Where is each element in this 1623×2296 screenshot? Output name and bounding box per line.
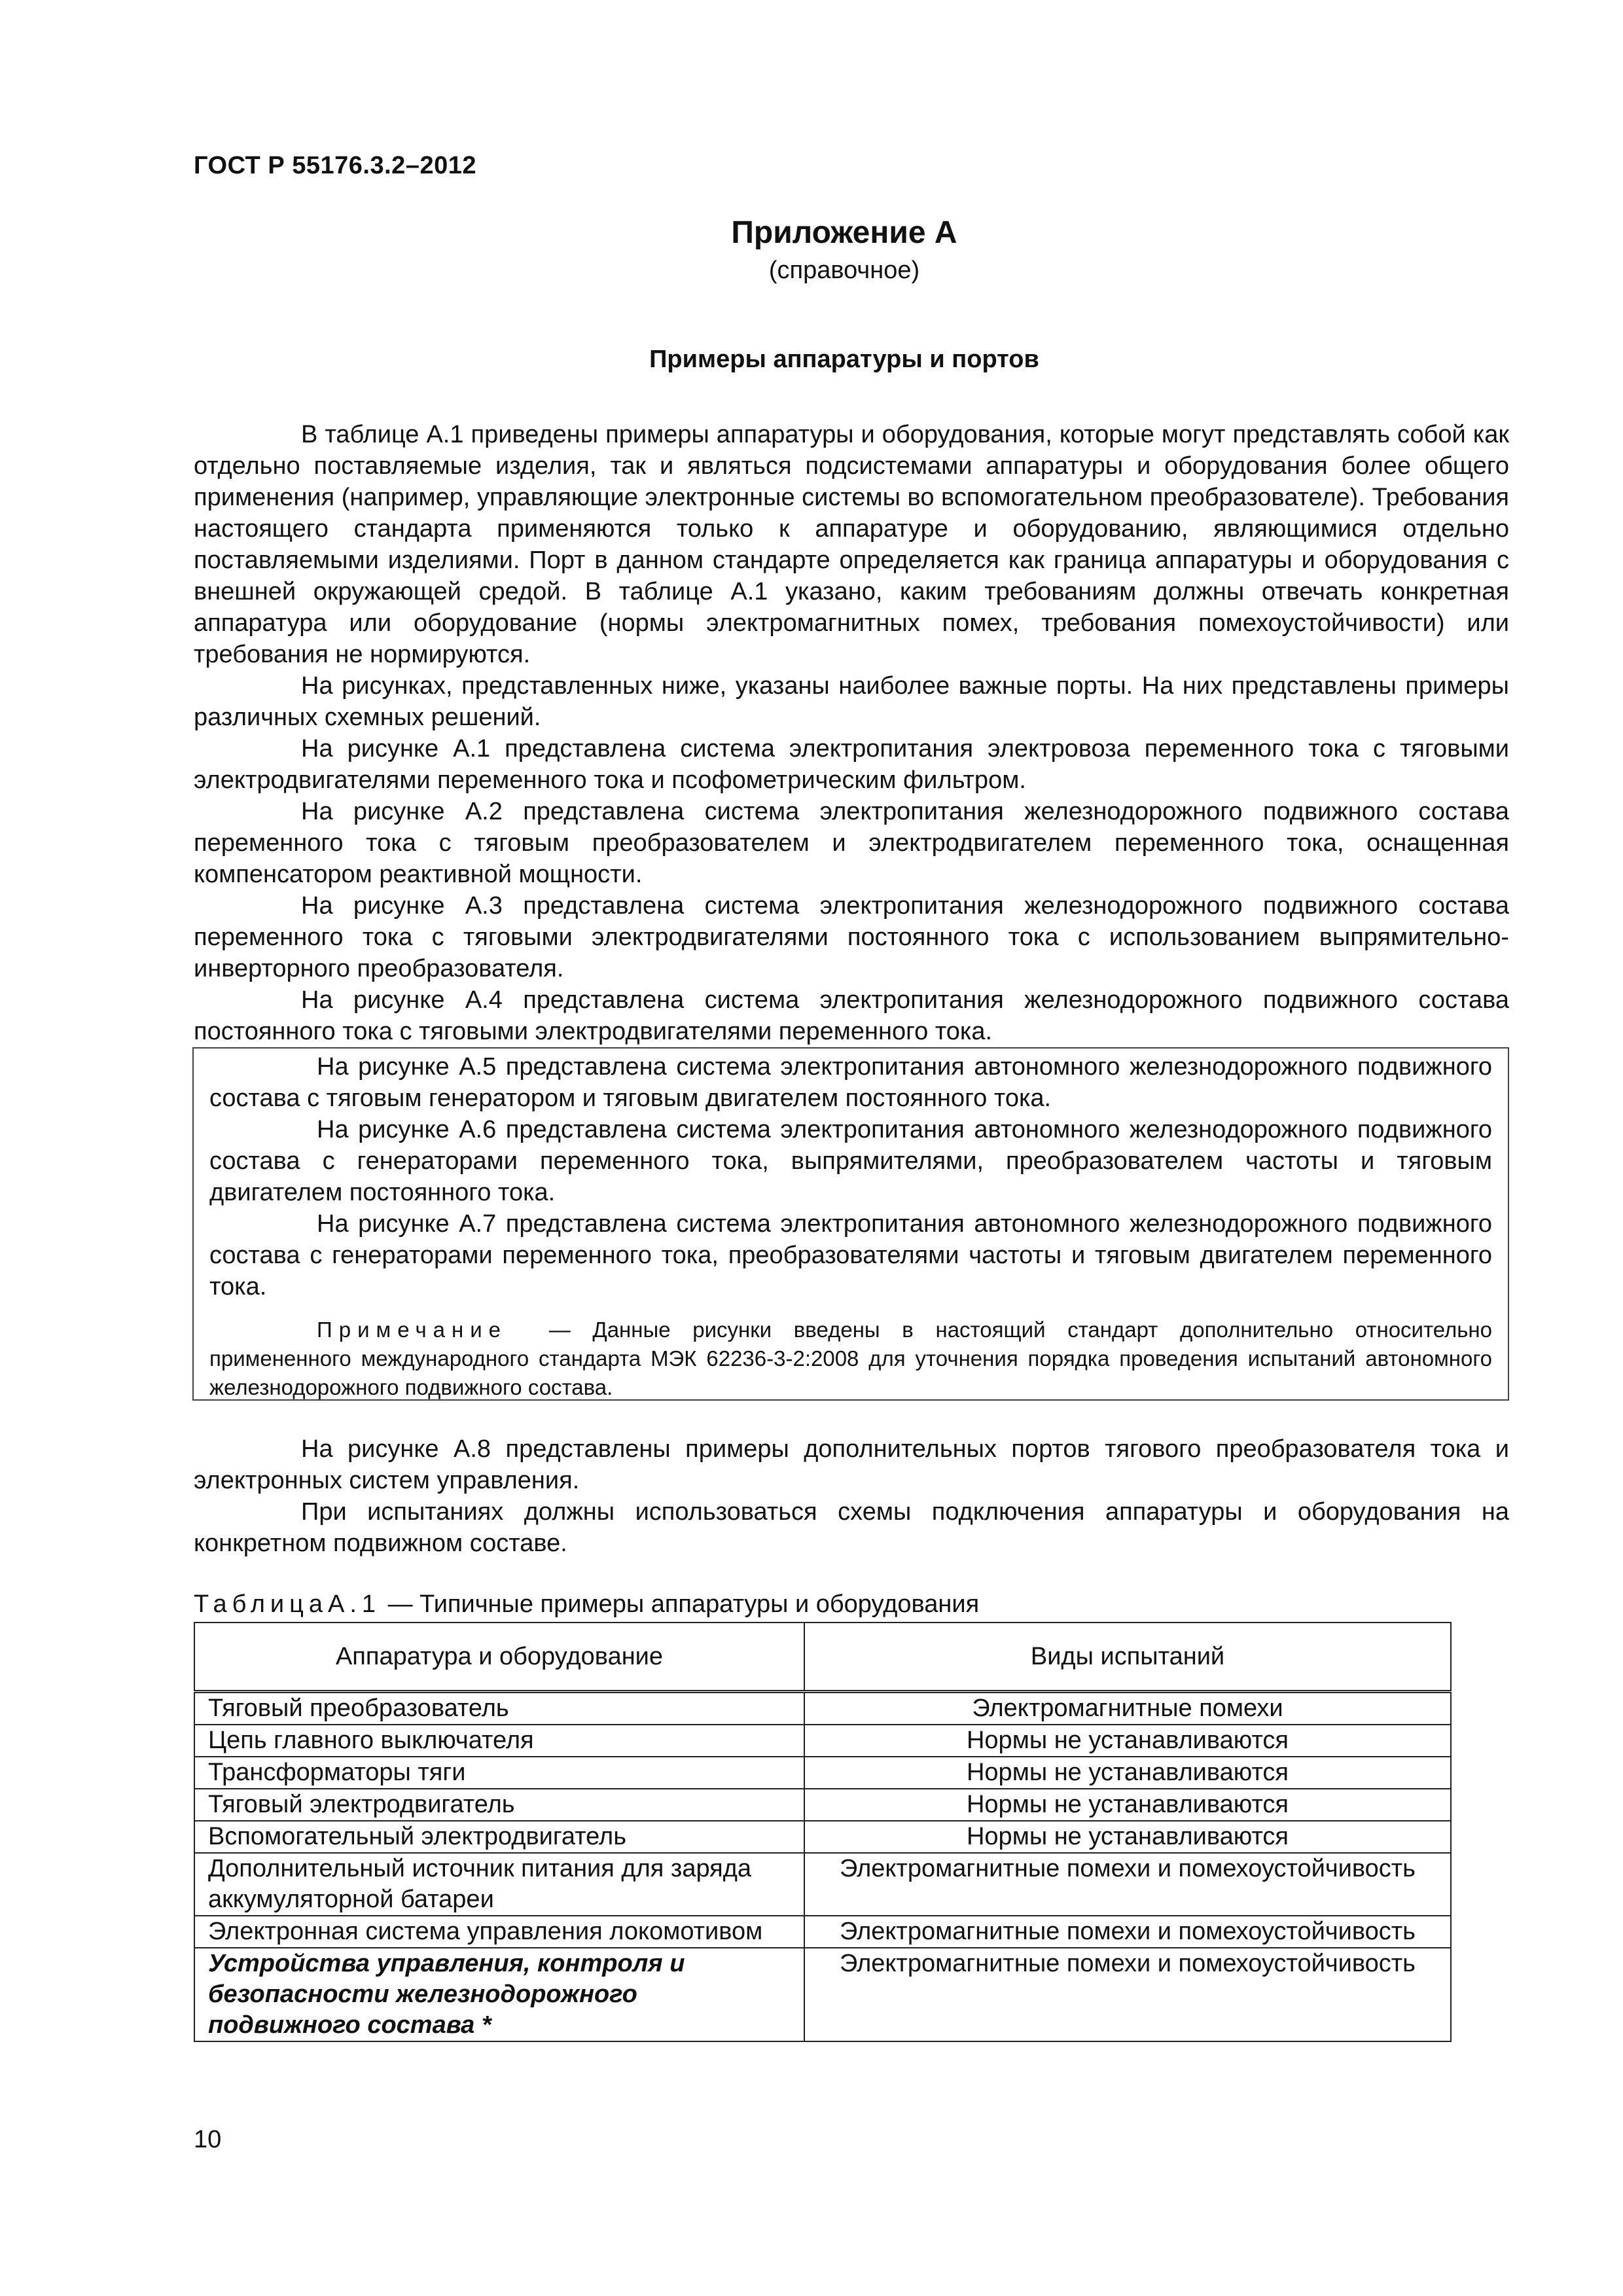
cell-tests: Нормы не устанавливаются: [804, 1725, 1451, 1757]
cell-tests: Электромагнитные помехи: [804, 1692, 1451, 1725]
cell-equipment: Тяговый электродвигатель: [194, 1789, 804, 1821]
table-row: [194, 1821, 1451, 1853]
annex-subtitle: (справочное): [768, 257, 920, 284]
cell-equipment: Дополнительный источник питания для заряда аккумуляторной батареи: [194, 1853, 804, 1916]
cell-tests: Нормы не устанавливаются: [804, 1789, 1451, 1821]
cell-equipment: Электронная система управления локомотивом: [194, 1916, 804, 1948]
paragraph: На рисунке А.8 представлены примеры дополнительных портов тягового преобразователя тока и электронных систем управления.: [194, 1435, 1509, 1494]
note-label: Примечание: [317, 1318, 508, 1342]
intro-text: [194, 419, 1509, 1047]
after-box-text: [194, 1433, 1509, 1559]
table-row: [194, 1757, 1451, 1789]
paragraph: На рисунке А.2 представлена система электропитания железнодорожного подвижного состава переменного тока с тяговым преобразователем и электродвигателем переменного тока, оснащенная компенсатором реактивной мощности.: [194, 798, 1509, 888]
table-caption-text: — Типичные примеры аппаратуры и оборудования: [387, 1590, 980, 1618]
note-text: — Данные рисунки введены в настоящий стандарт дополнительно относительно примененного международного стандарта МЭК 62236-3-2:2008 для уточнения порядка проведения испытаний автономного железнодорожного подвижного состава.: [209, 1318, 1493, 1399]
cell-tests: Нормы не устанавливаются: [804, 1821, 1451, 1853]
cell-tests: Электромагнитные помехи и помехоустойчивость: [804, 1948, 1451, 2041]
cell-equipment: Тяговый преобразователь: [194, 1692, 804, 1725]
paragraph: При испытаниях должны использоваться схемы подключения аппаратуры и оборудования на конкретном подвижном составе.: [194, 1498, 1509, 1557]
page-number: 10: [194, 2126, 222, 2153]
equipment-table: [194, 1622, 1452, 2042]
table-row: [194, 1853, 1451, 1916]
table-row: [194, 1916, 1451, 1948]
table-row: [194, 1725, 1451, 1757]
column-header-equipment: Аппаратура и оборудование: [194, 1623, 804, 1692]
section-title: Примеры аппаратуры и портов: [649, 346, 1039, 373]
paragraph: На рисунках, представленных ниже, указаны наиболее важные порты. На них представлены примеры различных схемных решений.: [194, 672, 1509, 731]
cell-equipment: Вспомогательный электродвигатель: [194, 1821, 804, 1853]
note: [209, 1316, 1492, 1402]
table-row: [194, 1692, 1451, 1725]
paragraph: На рисунке А.4 представлена система электропитания железнодорожного подвижного состава постоянного тока с тяговыми электродвигателями переменного тока.: [194, 986, 1509, 1045]
cell-equipment: Трансформаторы тяги: [194, 1757, 804, 1789]
paragraph: На рисунке А.1 представлена система электропитания электровоза переменного тока с тяговыми электродвигателями переменного тока и псофометрическим фильтром.: [194, 735, 1509, 794]
annex-title: Приложение А: [731, 215, 957, 250]
standard-id: ГОСТ Р 55176.3.2–2012: [194, 152, 476, 179]
boxed-insertion: [192, 1047, 1509, 1401]
cell-tests: Электромагнитные помехи и помехоустойчивость: [804, 1916, 1451, 1948]
boxed-paragraph: На рисунке А.5 представлена система электропитания автономного железнодорожного подвижного состава с тяговым генератором и тяговым двигателем постоянного тока.: [209, 1053, 1492, 1112]
table-header-row: [194, 1623, 1451, 1692]
table-row: [194, 1789, 1451, 1821]
cell-tests: Нормы не устанавливаются: [804, 1757, 1451, 1789]
paragraph: На рисунке А.3 представлена система электропитания железнодорожного подвижного состава переменного тока с тяговыми электродвигателями постоянного тока с использованием выпрямительно- инверторного преобразователя.: [194, 892, 1509, 982]
column-header-tests: Виды испытаний: [804, 1623, 1451, 1692]
table-caption-label: ТаблицаА.1: [194, 1590, 382, 1618]
paragraph: В таблице А.1 приведены примеры аппаратуры и оборудования, которые могут представлять собой как отдельно поставляемые изделия, так и являться подсистемами аппаратуры и оборудования более общего применения (например, управляющие электронные системы во вспомогательном преобразователе). Требования настоящего стандарта применяются только к аппаратуре и оборудованию, являющимися отдельно поставляемыми изделиями. Порт в данном стандарте определяется как граница аппаратуры и оборудования с внешней окружающей средой. В таблице А.1 указано, каким требованиям должны отвечать конкретная аппаратура или оборудование (нормы электромагнитных помех, требования помехоустойчивости) или требования не нормируются.: [194, 421, 1509, 668]
table-row: [194, 1948, 1451, 2041]
boxed-paragraph: На рисунке А.7 представлена система электропитания автономного железнодорожного подвижного состава с генераторами переменного тока, преобразователями частоты и тяговым двигателем переменного тока.: [209, 1210, 1492, 1300]
cell-tests: Электромагнитные помехи и помехоустойчивость: [804, 1853, 1451, 1916]
boxed-paragraph: На рисунке А.6 представлена система электропитания автономного железнодорожного подвижного состава с генераторами переменного тока, выпрямителями, преобразователем частоты и тяговым двигателем постоянного тока.: [209, 1116, 1492, 1206]
table-caption: [194, 1590, 979, 1619]
cell-equipment: Цепь главного выключателя: [194, 1725, 804, 1757]
cell-equipment: Устройства управления, контроля и безопасности железнодорожного подвижного состава *: [194, 1948, 804, 2041]
